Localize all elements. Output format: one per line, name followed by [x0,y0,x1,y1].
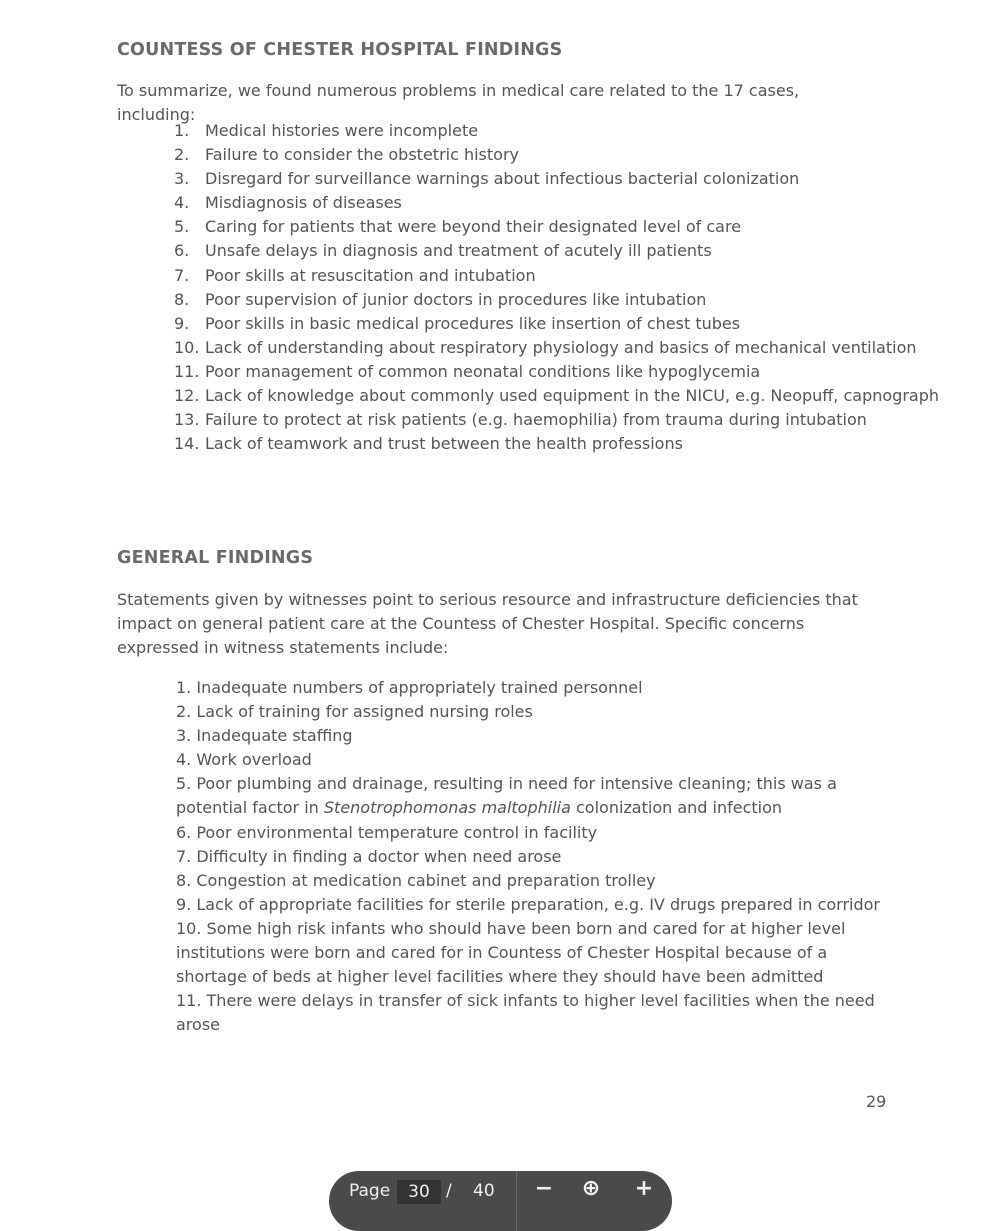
list-item: 3. Inadequate staffing [176,726,353,746]
list-item: 14. Lack of teamwork and trust between the health professions [174,434,683,454]
list-item: 1. Inadequate numbers of appropriately trained personnel [176,678,643,697]
findings-list-general [176,676,891,1037]
species-name: Stenotrophomonas maltophilia [323,798,571,818]
page-navigation-toolbar [329,1171,672,1231]
list-item: 9. Lack of appropriate facilities for sterile preparation, e.g. IV drugs prepared in corridor [176,894,880,914]
list-item: 3. Disregard for surveillance warnings about infectious bacterial colonization [174,169,800,189]
page-label: Page [349,1181,391,1201]
total-pages: 40 [473,1181,495,1201]
section-heading-countess: COUNTESS OF CHESTER HOSPITAL FINDINGS [117,40,563,60]
current-page-input[interactable]: 30 [397,1180,441,1204]
zoom-reset-icon[interactable]: ⊕ [581,1176,601,1201]
list-item: 8. Congestion at medication cabinet and preparation trolley [176,870,656,890]
section-intro-general: Statements given by witnesses point to serious resource and infrastructure deficiencies that impact on general patient care at the Countess of Chester Hospital. Specific concerns expressed in witness statements include: [117,590,858,657]
list-item: 2. Lack of training for assigned nursing roles [176,702,533,722]
list-item: 12. Lack of knowledge about commonly used equipment in the NICU, e.g. Neopuff, capnograph [174,386,939,406]
list-item: 6. Poor environmental temperature control in facility [176,822,598,842]
list-item: 10. Lack of understanding about respiratory physiology and basics of mechanical ventilation [174,337,917,357]
zoom-in-button[interactable]: + [634,1176,654,1201]
list-item: 2. Failure to consider the obstetric history [174,145,519,165]
toolbar-divider [516,1171,517,1231]
findings-list-countess [174,119,939,456]
list-item: 11. Poor management of common neonatal conditions like hypoglycemia [174,361,761,381]
page-separator: / [446,1181,452,1201]
list-item: 9. Poor skills in basic medical procedures like insertion of chest tubes [174,313,741,333]
list-item: 8. Poor supervision of junior doctors in procedures like intubation [174,289,707,309]
list-item: 5. Poor plumbing and drainage, resulting in need for intensive cleaning; this was a potential factor in Stenotrophomonas maltophilia colonization and infection [176,774,837,818]
section-heading-general: GENERAL FINDINGS [117,548,314,568]
list-item: 7. Difficulty in finding a doctor when need arose [176,846,562,866]
list-item: 5. Caring for patients that were beyond their designated level of care [174,217,742,237]
list-item: 4. Misdiagnosis of diseases [174,193,402,213]
list-item: 1. Medical histories were incomplete [174,121,479,140]
list-item: 4. Work overload [176,750,312,770]
list-item: 10. Some high risk infants who should have been born and cared for at higher level institutions were born and cared for in Countess of Chester Hospital because of a shortage of beds at higher level facilities where they should have been admitted [176,918,846,987]
section-intro-countess: To summarize, we found numerous problems in medical care related to the 17 cases, including: [117,81,800,124]
list-item: 13. Failure to protect at risk patients (e.g. haemophilia) from trauma during intubation [174,410,867,430]
zoom-out-button[interactable]: − [534,1176,554,1201]
list-item: 7. Poor skills at resuscitation and intubation [174,265,536,285]
list-item: 6. Unsafe delays in diagnosis and treatment of acutely ill patients [174,241,712,261]
list-item: 11. There were delays in transfer of sick infants to higher level facilities when the need arose [176,991,875,1035]
page-number: 29 [866,1092,887,1111]
